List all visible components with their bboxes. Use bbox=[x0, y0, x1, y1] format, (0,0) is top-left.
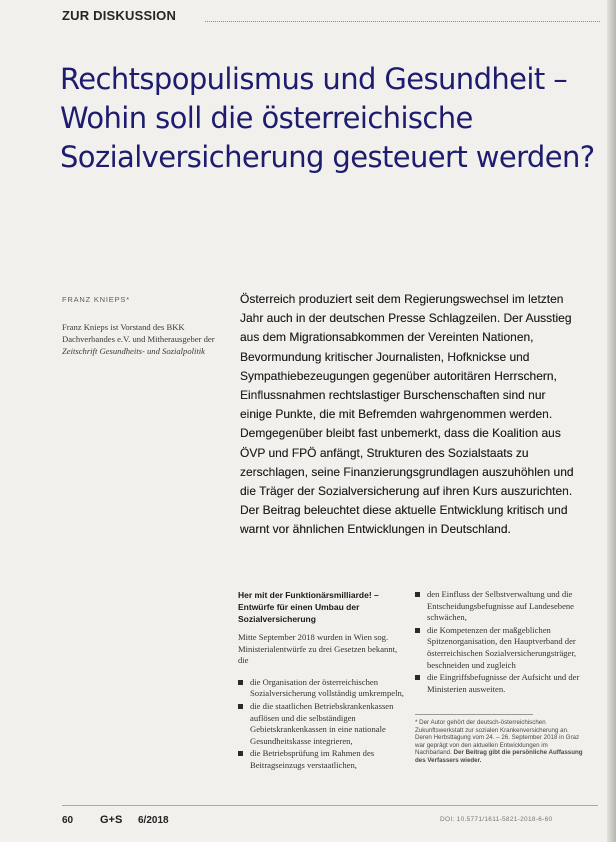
list-item bbox=[415, 672, 585, 695]
article-title: Rechtspopulismus und Gesundheit – Wohin soll die österreichische Sozialversicherung gesteuert werden? bbox=[60, 62, 595, 174]
list-item bbox=[238, 677, 408, 700]
author-bio-journal: Zeitschrift Gesundheits- und Sozialpolitik bbox=[62, 346, 205, 356]
footer-divider bbox=[62, 805, 598, 806]
footnote-text: * Der Autor gehört der deutsch-österreichischen Zukunftswerkstatt zur sozialen Krankenversicherung an. Deren Herbsttagung vom 24. – 26. September 2018 in Graz war geprägt von den aktuellen Entwicklungen im Nachbarland. bbox=[415, 719, 580, 757]
list-item bbox=[238, 701, 408, 747]
bullet-square-icon bbox=[238, 704, 243, 709]
body-intro: Mitte September 2018 wurden in Wien sog. Ministerialentwürfe zu drei Gesetzen bekannt, die bbox=[238, 632, 398, 666]
bullet-square-icon bbox=[415, 592, 420, 597]
bullet-square-icon bbox=[238, 680, 243, 685]
bullet-square-icon bbox=[415, 628, 420, 633]
section-label: ZUR DISKUSSION bbox=[62, 8, 177, 23]
footnote bbox=[415, 719, 585, 765]
right-bullet-list bbox=[415, 589, 585, 695]
page-edge bbox=[607, 0, 616, 842]
author-bio bbox=[62, 321, 222, 357]
list-item-text: den Einfluss der Selbstverwaltung und die Entscheidungsbefugnisse auf Landesebene schwächen, bbox=[427, 589, 575, 623]
list-item bbox=[238, 748, 408, 771]
list-item-text: die Kompetenzen der maßgeblichen Spitzenorganisation, den Hauptverband der österreichischen Sozialversicherungsträger, beschneiden und zugleich bbox=[427, 624, 577, 670]
list-item bbox=[415, 589, 585, 624]
footnote-divider bbox=[415, 714, 533, 715]
journal-name: G+S bbox=[100, 814, 123, 826]
bullet-square-icon bbox=[415, 675, 420, 680]
list-item bbox=[415, 625, 585, 671]
footnote-disclaimer: Der Beitrag gibt die persönliche Auffassung des Verfassers wieder. bbox=[415, 749, 583, 764]
section-divider bbox=[205, 21, 600, 22]
list-item-text: die Betriebsprüfung im Rahmen des Beitragseinzugs verstaatlichen, bbox=[250, 748, 375, 770]
left-column bbox=[238, 632, 408, 773]
section-subheading: Her mit der Funktionärsmilliarde! – Entwürfe für einen Umbau der Sozialversicherung bbox=[238, 590, 379, 624]
right-column bbox=[415, 589, 585, 696]
page-number: 60 bbox=[62, 815, 74, 826]
list-item-text: die die staatlichen Betriebskrankenkassen auflösen und die selbständigen Gebietskrankenkassen in eine nationale Gesundheitskasse integrieren, bbox=[250, 700, 394, 746]
author-name: FRANZ KNIEPS* bbox=[62, 295, 130, 304]
list-item-text: die Organisation der österreichischen Sozialversicherung vollständig umkrempeln, bbox=[250, 676, 404, 699]
issue-number: 6/2018 bbox=[138, 815, 169, 826]
doi-reference: DOI: 10.5771/1611-5821-2018-6-60 bbox=[440, 816, 553, 823]
lead-paragraph: Österreich produziert seit dem Regierungswechsel im letzten Jahr auch in der deutschen Presse Schlagzeilen. Der Ausstieg aus dem Migrationsabkommen der Vereinten Nationen, Bevormundung kritischer Journalisten, Hofknickse und Sympathiebezeugungen gegenüber autoritären Herrschern, Einflussnahmen rechtslastiger Burschenschaften sind nur einige Punkte, die mit Befremden wahrgenommen werden. Demgegenüber bleibt fast unbemerkt, dass die Koalition aus ÖVP und FPÖ anfängt, Strukturen des Sozialstaats zu zerschlagen, seine Finanzierungsgrundlagen auszuhöhlen und die Träger der Sozialversicherung auf ihren Kurs auszurichten. Der Beitrag beleuchtet diese aktuelle Entwicklung kritisch und warnt vor ähnlichen Entwicklungen in Deutschland. bbox=[240, 292, 574, 537]
left-bullet-list bbox=[238, 677, 408, 772]
bullet-square-icon bbox=[238, 751, 243, 756]
list-item-text: die Eingriffsbefugnisse der Aufsicht und der Ministerien ausweiten. bbox=[427, 672, 580, 694]
author-bio-text: Franz Knieps ist Vorstand des BKK Dachverbandes e.V. und Mitherausgeber der bbox=[62, 322, 215, 344]
